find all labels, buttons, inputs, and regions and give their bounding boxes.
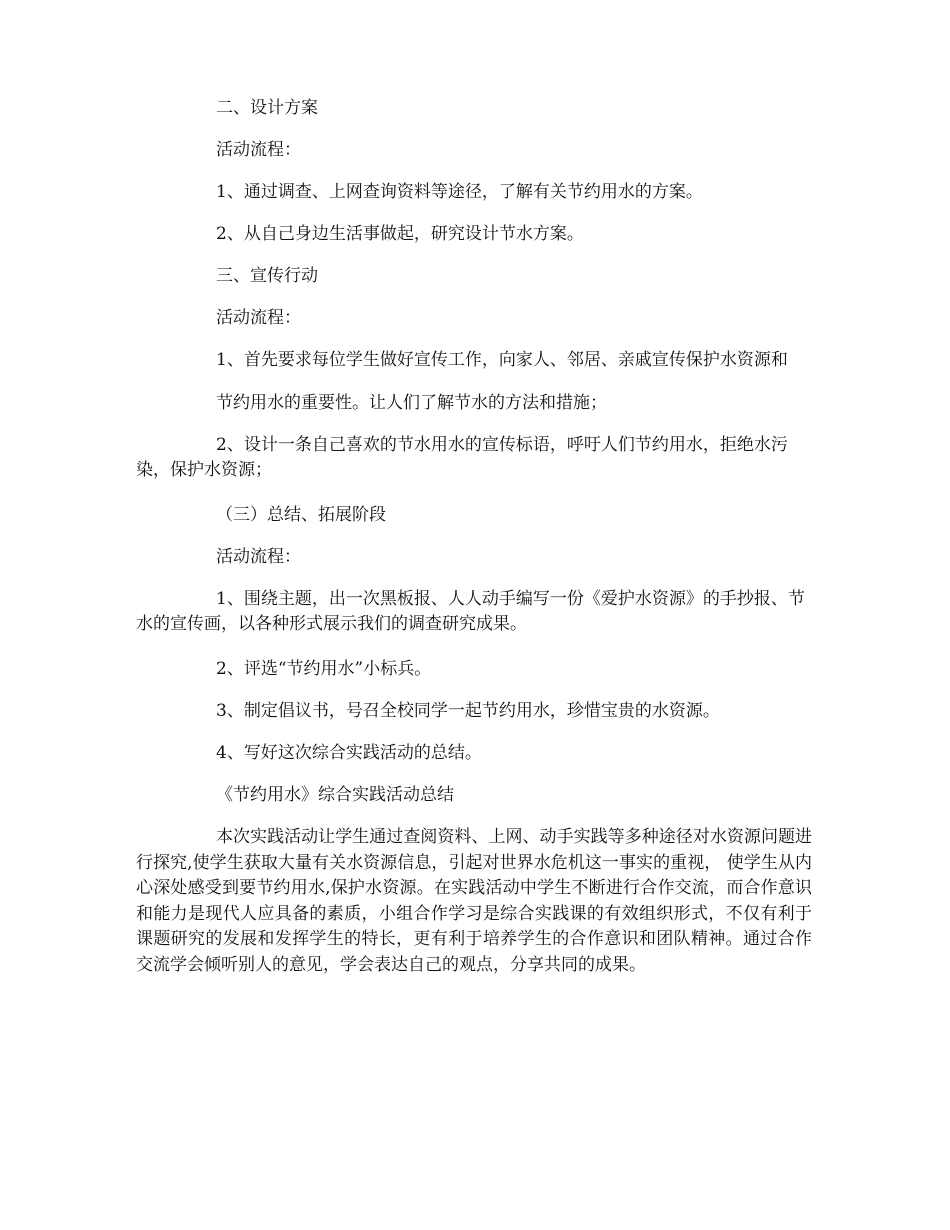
list-item: 4、写好这次综合实践活动的总结。: [216, 743, 482, 763]
activity-process-label: 活动流程：: [216, 547, 301, 567]
list-item: 2、从自己身边生活事做起，研究设计节水方案。: [216, 224, 584, 244]
document-body: [136, 96, 812, 998]
section-heading-design-plan: 二、设计方案: [216, 98, 318, 118]
list-item: 3、制定倡议书，号召全校同学一起节约用水，珍惜宝贵的水资源。: [216, 701, 720, 721]
activity-process-label: 活动流程：: [216, 140, 301, 160]
list-item: 2、设计一条自己喜欢的节水用水的宣传标语，呼吁人们节约用水，拒绝水污染，保护水资源；: [136, 435, 788, 480]
activity-process-label: 活动流程：: [216, 308, 301, 328]
section-heading-publicity: 三、宣传行动: [216, 266, 318, 286]
list-item: 1、围绕主题，出一次黑板报、人人动手编写一份《爱护水资源》的手抄报、节水的宣传画，以各种形式展示我们的调查研究成果。: [136, 589, 805, 634]
list-item: 2、评选“节约用水”小标兵。: [216, 659, 432, 679]
list-item-continuation: 节约用水的重要性。让人们了解节水的方法和措施；: [216, 393, 607, 413]
section-heading-summary-stage: （三）总结、拓展阶段: [216, 505, 386, 525]
summary-paragraph: 本次实践活动让学生通过查阅资料、上网、动手实践等多种途径对水资源问题进行探究,使学生获取大量有关水资源信息，引起对世界水危机这一事实的重视， 使学生从内心深处感受到要节约用水,保护水资源。在实践活动中学生不断进行合作交流，而合作意识和能力是现代人应具备的素质，小组合作学习是综合实践课的有效组织形式，不仅有利于课题研究的发展和发挥学生的特长，更有利于培养学生的合作意识和团队精神。通过合作交流学会倾听别人的意见，学会表达自己的观点，分享共同的成果。: [136, 827, 812, 975]
list-item: 1、通过调查、上网查询资料等途径，了解有关节约用水的方案。: [216, 182, 703, 202]
summary-title: 《节约用水》综合实践活动总结: [216, 785, 454, 805]
list-item: 1、首先要求每位学生做好宣传工作，向家人、邻居、亲戚宣传保护水资源和: [216, 350, 788, 370]
